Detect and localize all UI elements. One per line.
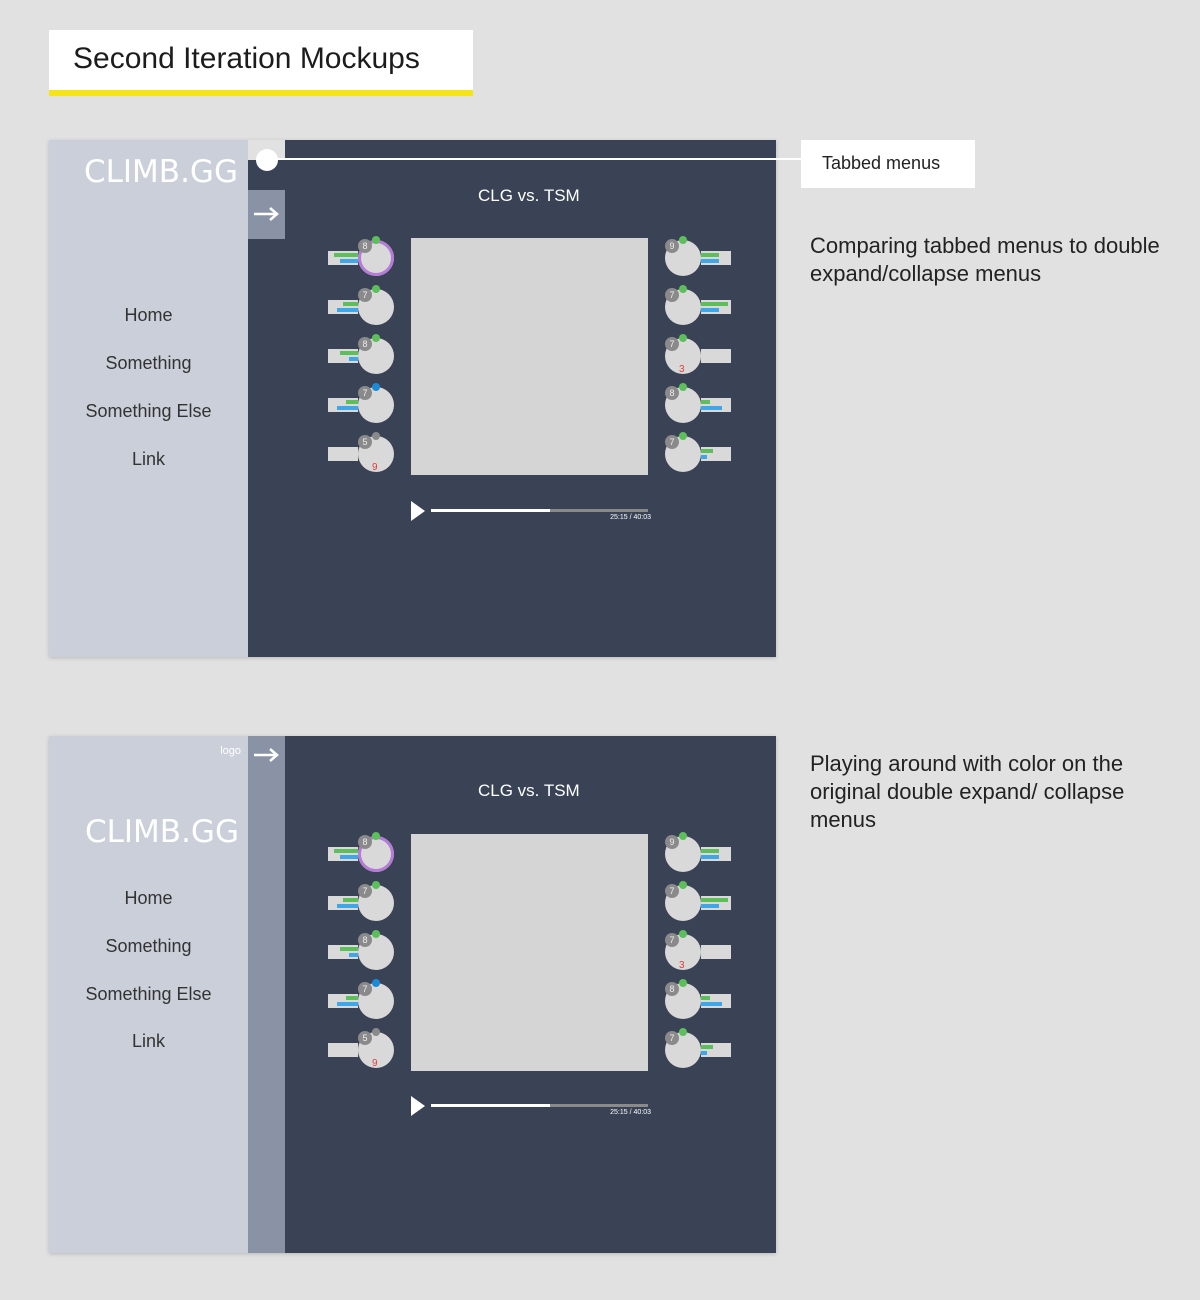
mana-bar	[701, 1002, 722, 1006]
health-bar	[343, 302, 358, 306]
respawn-timer: 3	[679, 364, 685, 375]
video-time: 25:15 / 40:03	[610, 1109, 651, 1116]
health-bar	[701, 449, 713, 453]
level-badge: 9	[665, 239, 679, 253]
respawn-timer: 9	[372, 1058, 378, 1069]
video-area[interactable]	[411, 238, 648, 475]
level-badge: 7	[665, 933, 679, 947]
content-top	[285, 140, 776, 160]
match-title: CLG vs. TSM	[478, 781, 580, 800]
level-badge: 7	[358, 982, 372, 996]
video-area[interactable]	[411, 834, 648, 1071]
nav-item-link[interactable]: Link	[131, 1031, 166, 1051]
level-badge: 9	[665, 835, 679, 849]
status-dot	[679, 832, 687, 840]
status-dot	[372, 881, 380, 889]
expand-tab[interactable]	[248, 190, 285, 239]
page-title-card	[49, 30, 473, 96]
status-dot	[372, 236, 380, 244]
champion-row[interactable]	[328, 932, 400, 972]
level-badge: 8	[358, 835, 372, 849]
nav-item-link[interactable]: Link	[131, 449, 166, 469]
status-dot	[679, 285, 687, 293]
nav-item-something-else[interactable]: Something Else	[85, 984, 212, 1004]
brand-logo[interactable]: CLIMB.GG	[85, 814, 239, 850]
progress-fill	[431, 1104, 550, 1107]
champion-row[interactable]	[328, 883, 400, 923]
status-dot	[372, 285, 380, 293]
champion-row[interactable]	[328, 834, 400, 874]
level-badge: 7	[665, 884, 679, 898]
status-dot	[679, 979, 687, 987]
nav-item-something-else[interactable]: Something Else	[85, 401, 212, 421]
nav-item-something[interactable]: Something	[105, 936, 192, 956]
health-bar	[340, 947, 358, 951]
mockup-tabbed-menus	[49, 140, 776, 657]
mana-bar	[701, 308, 719, 312]
callout-tabbed-menus	[801, 140, 975, 188]
match-title: CLG vs. TSM	[478, 186, 580, 205]
status-dot	[679, 432, 687, 440]
video-player-controls	[411, 1096, 651, 1126]
health-bar	[701, 898, 728, 902]
health-bar	[334, 849, 358, 853]
level-badge: 7	[358, 386, 372, 400]
level-badge: 8	[358, 933, 372, 947]
champion-row[interactable]	[328, 287, 400, 327]
callout-label: Tabbed menus	[822, 153, 941, 173]
nav-item-something[interactable]: Something	[105, 353, 192, 373]
mockup-double-expand	[49, 736, 776, 1253]
status-dot	[372, 979, 380, 987]
status-dot	[679, 1028, 687, 1036]
status-dot	[679, 236, 687, 244]
champion-row[interactable]	[665, 981, 737, 1021]
mana-bar	[701, 904, 719, 908]
champion-row[interactable]	[328, 385, 400, 425]
level-badge: 8	[665, 386, 679, 400]
status-dot	[679, 334, 687, 342]
respawn-timer: 3	[679, 960, 685, 971]
stat-bar	[701, 349, 731, 363]
status-dot	[679, 383, 687, 391]
champion-row[interactable]	[665, 238, 737, 278]
brand-logo[interactable]: CLIMB.GG	[84, 154, 238, 190]
mana-bar	[701, 855, 719, 859]
level-badge: 7	[665, 435, 679, 449]
note-color-variant: Playing around with color on the original double expand/ collapse menus	[810, 751, 1125, 832]
progress-track[interactable]	[431, 1104, 648, 1107]
note-tabbed-comparison: Comparing tabbed menus to double expand/collapse menus	[810, 233, 1160, 286]
level-badge: 7	[358, 288, 372, 302]
status-dot	[372, 930, 380, 938]
champion-row[interactable]	[328, 981, 400, 1021]
status-dot	[372, 832, 380, 840]
health-bar	[346, 996, 358, 1000]
logo-placeholder: logo	[220, 745, 241, 757]
champion-row[interactable]	[665, 287, 737, 327]
respawn-timer: 9	[372, 462, 378, 473]
champion-row[interactable]	[328, 336, 400, 376]
health-bar	[701, 849, 719, 853]
progress-track[interactable]	[431, 509, 648, 512]
health-bar	[346, 400, 358, 404]
health-bar	[701, 253, 719, 257]
champion-row[interactable]	[665, 834, 737, 874]
video-player-controls	[411, 501, 651, 531]
play-icon[interactable]	[411, 1096, 425, 1116]
expand-strip[interactable]	[248, 736, 285, 1253]
level-badge: 8	[665, 982, 679, 996]
status-dot	[372, 432, 380, 440]
stat-bar	[328, 447, 358, 461]
mana-bar	[701, 455, 707, 459]
callout-dot	[256, 149, 278, 171]
page-title: Second Iteration Mockups	[73, 42, 420, 75]
sidebar	[49, 736, 248, 1253]
status-dot	[679, 930, 687, 938]
mana-bar	[701, 1051, 707, 1055]
play-icon[interactable]	[411, 501, 425, 521]
health-bar	[340, 351, 358, 355]
mana-bar	[337, 904, 358, 908]
video-time: 25:15 / 40:03	[610, 514, 651, 521]
progress-fill	[431, 509, 550, 512]
callout-line	[270, 158, 801, 160]
sidebar	[49, 140, 248, 657]
champion-row[interactable]	[328, 434, 400, 474]
champion-row[interactable]	[328, 238, 400, 278]
mana-bar	[340, 259, 358, 263]
health-bar	[701, 1045, 713, 1049]
health-bar	[343, 898, 358, 902]
mana-bar	[349, 357, 358, 361]
level-badge: 7	[358, 884, 372, 898]
mana-bar	[337, 1002, 358, 1006]
level-badge: 7	[665, 337, 679, 351]
level-badge: 5	[358, 1031, 372, 1045]
health-bar	[701, 996, 710, 1000]
arrow-right-icon	[254, 745, 280, 765]
champion-row[interactable]	[665, 883, 737, 923]
health-bar	[701, 302, 728, 306]
mana-bar	[701, 259, 719, 263]
level-badge: 5	[358, 435, 372, 449]
stat-bar	[328, 1043, 358, 1057]
level-badge: 7	[665, 288, 679, 302]
nav-item-home[interactable]: Home	[124, 888, 173, 908]
level-badge: 8	[358, 337, 372, 351]
champion-row[interactable]	[665, 434, 737, 474]
status-dot	[372, 334, 380, 342]
champion-row[interactable]	[328, 1030, 400, 1070]
health-bar	[334, 253, 358, 257]
level-badge: 8	[358, 239, 372, 253]
level-badge: 7	[665, 1031, 679, 1045]
champion-row[interactable]	[665, 932, 737, 972]
health-bar	[701, 400, 710, 404]
mana-bar	[349, 953, 358, 957]
champion-row[interactable]	[665, 336, 737, 376]
mana-bar	[701, 406, 722, 410]
mana-bar	[337, 406, 358, 410]
status-dot	[372, 1028, 380, 1036]
mana-bar	[340, 855, 358, 859]
status-dot	[372, 383, 380, 391]
mana-bar	[337, 308, 358, 312]
champion-row[interactable]	[665, 1030, 737, 1070]
stat-bar	[701, 945, 731, 959]
nav-item-home[interactable]: Home	[124, 305, 173, 325]
status-dot	[679, 881, 687, 889]
champion-row[interactable]	[665, 385, 737, 425]
arrow-right-icon	[254, 204, 280, 224]
